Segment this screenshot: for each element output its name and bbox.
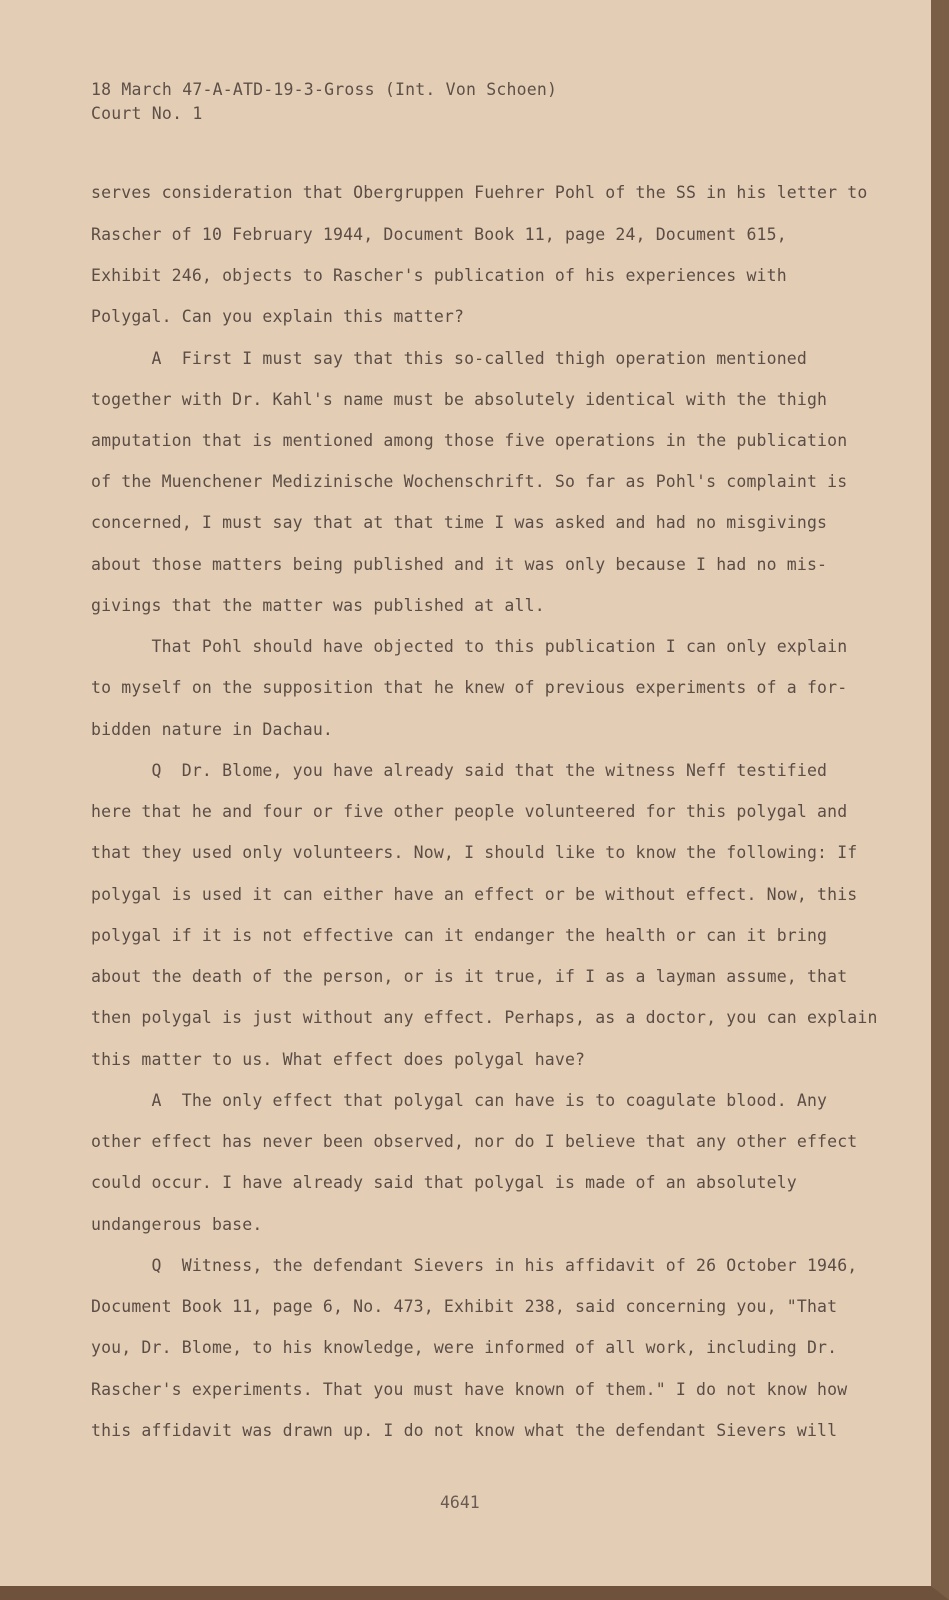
header-line-2: Court No. 1 — [91, 104, 203, 123]
body-line: A First I must say that this so-called thigh operation mentioned — [91, 349, 807, 368]
body-line: Rascher of 10 February 1944, Document Book 11, page 24, Document 615, — [91, 225, 787, 244]
body-line: polygal is used it can either have an effect or be without effect. Now, this — [91, 885, 858, 904]
body-line: Q Dr. Blome, you have already said that the witness Neff testified — [91, 761, 828, 780]
body-line: here that he and four or five other people volunteered for this polygal and — [91, 802, 848, 821]
body-line: serves consideration that Obergruppen Fuehrer Pohl of the SS in his letter to — [91, 183, 868, 202]
body-line: this matter to us. What effect does polygal have? — [91, 1050, 586, 1069]
body-line: that they used only volunteers. Now, I should like to know the following: If — [91, 843, 858, 862]
body-line: of the Muenchener Medizinische Wochenschrift. So far as Pohl's complaint is — [91, 472, 848, 491]
body-line: Polygal. Can you explain this matter? — [91, 307, 465, 326]
body-line: could occur. I have already said that polygal is made of an absolutely — [91, 1173, 797, 1192]
body-line: concerned, I must say that at that time I was asked and had no misgivings — [91, 513, 828, 532]
body-line: Rascher's experiments. That you must have known of them." I do not know how — [91, 1380, 848, 1399]
body-line: amputation that is mentioned among those five operations in the publication — [91, 431, 848, 450]
body-line: together with Dr. Kahl's name must be absolutely identical with the thigh — [91, 390, 828, 409]
header-line-1: 18 March 47-A-ATD-19-3-Gross (Int. Von Schoen) — [91, 80, 558, 99]
body-line: A The only effect that polygal can have is to coagulate blood. Any — [91, 1091, 828, 1110]
body-line: bidden nature in Dachau. — [91, 720, 334, 739]
body-line: to myself on the supposition that he knew of previous experiments of a for- — [91, 678, 848, 697]
body-line: Exhibit 246, objects to Rascher's publication of his experiences with — [91, 266, 787, 285]
body-line: Document Book 11, page 6, No. 473, Exhibit 238, said concerning you, "That — [91, 1297, 838, 1316]
body-line: undangerous base. — [91, 1215, 263, 1234]
body-line: Q Witness, the defendant Sievers in his affidavit of 26 October 1946, — [91, 1256, 858, 1275]
body-line: about the death of the person, or is it true, if I as a layman assume, that — [91, 967, 848, 986]
body-line: polygal if it is not effective can it endanger the health or can it bring — [91, 926, 828, 945]
body-line: about those matters being published and it was only because I had no mis- — [91, 555, 828, 574]
body-line: then polygal is just without any effect. Perhaps, as a doctor, you can explain — [91, 1008, 878, 1027]
body-line: you, Dr. Blome, to his knowledge, were informed of all work, including Dr. — [91, 1338, 838, 1357]
body-line: givings that the matter was published at all. — [91, 596, 545, 615]
body-line: other effect has never been observed, nor do I believe that any other effect — [91, 1132, 858, 1151]
body-line: this affidavit was drawn up. I do not know what the defendant Sievers will — [91, 1421, 838, 1440]
body-line: That Pohl should have objected to this publication I can only explain — [91, 637, 848, 656]
page-number: 4641 — [440, 1493, 480, 1512]
